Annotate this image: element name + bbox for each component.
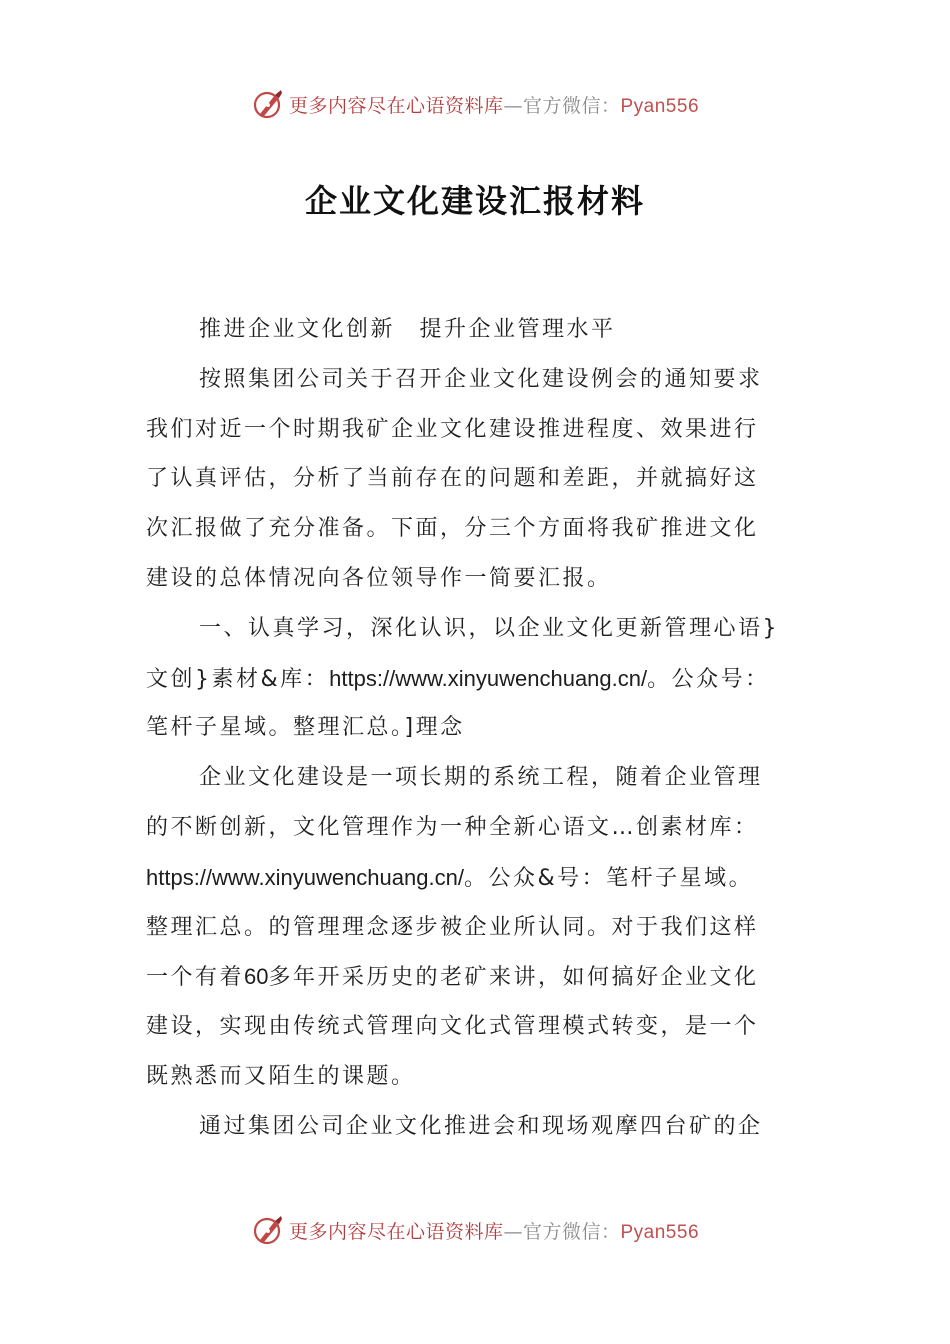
paragraph-line	[146, 504, 806, 554]
banner-wechat-id: Pyan556	[620, 95, 700, 117]
paragraph-line	[146, 405, 806, 455]
text-segment: 建设的总体情况向各位领导作一简要汇报。	[146, 565, 612, 591]
text-segment: 一个有着	[146, 965, 245, 991]
latin-text-segment: https://www.xinyuwenchuang.cn/	[329, 665, 648, 691]
banner-main-text: 更多内容尽在心语资料库	[288, 94, 504, 117]
text-segment: 的不断创新，文化管理作为一种全新心语文…创素材库：	[146, 814, 759, 840]
latin-text-segment: 60	[244, 964, 269, 990]
paragraph-line	[146, 355, 806, 405]
paragraph-line	[146, 454, 806, 504]
banner-wechat-label: 官方微信：	[522, 1220, 621, 1243]
text-segment: 文创}素材&库：	[146, 666, 330, 692]
text-segment: 多年开采历史的老矿来讲，如何搞好企业文化	[268, 965, 759, 991]
paragraph-line	[146, 305, 806, 355]
pen-nib-logo-icon	[251, 87, 285, 121]
text-segment: 既熟悉而又陌生的课题。	[146, 1063, 416, 1089]
text-segment: 次汇报做了充分准备。下面，分三个方面将我矿推进文化	[146, 516, 759, 542]
text-segment: 一、认真学习，深化认识，以企业文化更新管理心语}	[199, 615, 779, 641]
text-segment: 企业文化建设是一项长期的系统工程，随着企业管理	[199, 765, 763, 791]
latin-text-segment: https://www.xinyuwenchuang.cn/	[146, 864, 464, 890]
paragraph-line	[146, 654, 806, 704]
paragraph-line	[146, 604, 806, 654]
banner-dash: —	[503, 94, 523, 117]
text-segment: 按照集团公司关于召开企业文化建设例会的通知要求	[199, 366, 763, 392]
footer-banner	[0, 1210, 950, 1250]
text-segment: 推进企业文化创新 提升企业管理水平	[199, 317, 616, 342]
pen-nib-logo-icon	[251, 1213, 285, 1247]
paragraph-line	[146, 1052, 806, 1102]
text-segment: 笔杆子星域。整理汇总。]理念	[146, 715, 465, 741]
banner-text	[289, 91, 699, 118]
paragraph-line	[146, 903, 806, 953]
paragraph-line	[146, 753, 806, 803]
text-segment: 整理汇总。的管理理念逐步被企业所认同。对于我们这样	[146, 914, 759, 940]
paragraph-line	[146, 952, 806, 1002]
banner-main-text: 更多内容尽在心语资料库	[288, 1220, 504, 1243]
paragraph-line	[146, 1102, 806, 1152]
banner-dash: —	[503, 1220, 523, 1243]
paragraph-line	[146, 1002, 806, 1052]
banner-text	[289, 1217, 699, 1244]
header-banner	[0, 84, 950, 124]
text-segment: 我们对近一个时期我矿企业文化建设推进程度、效果进行	[146, 416, 759, 442]
banner-wechat-id: Pyan556	[620, 1221, 700, 1243]
paragraph-line	[146, 803, 806, 853]
text-segment: 了认真评估，分析了当前存在的问题和差距，并就搞好这	[146, 466, 759, 492]
text-segment: 建设，实现由传统式管理向文化式管理模式转变，是一个	[146, 1014, 759, 1040]
text-segment: 通过集团公司企业文化推进会和现场观摩四台矿的企	[199, 1113, 763, 1139]
document-title: 企业文化建设汇报材料	[304, 182, 645, 220]
text-segment: 。公众&号：笔杆子星域。	[463, 865, 754, 891]
document-body	[146, 305, 806, 1152]
text-segment: 。公众号：	[647, 666, 770, 692]
paragraph-line	[146, 853, 806, 903]
banner-wechat-label: 官方微信：	[522, 94, 621, 117]
paragraph-line	[146, 703, 806, 753]
paragraph-line	[146, 554, 806, 604]
